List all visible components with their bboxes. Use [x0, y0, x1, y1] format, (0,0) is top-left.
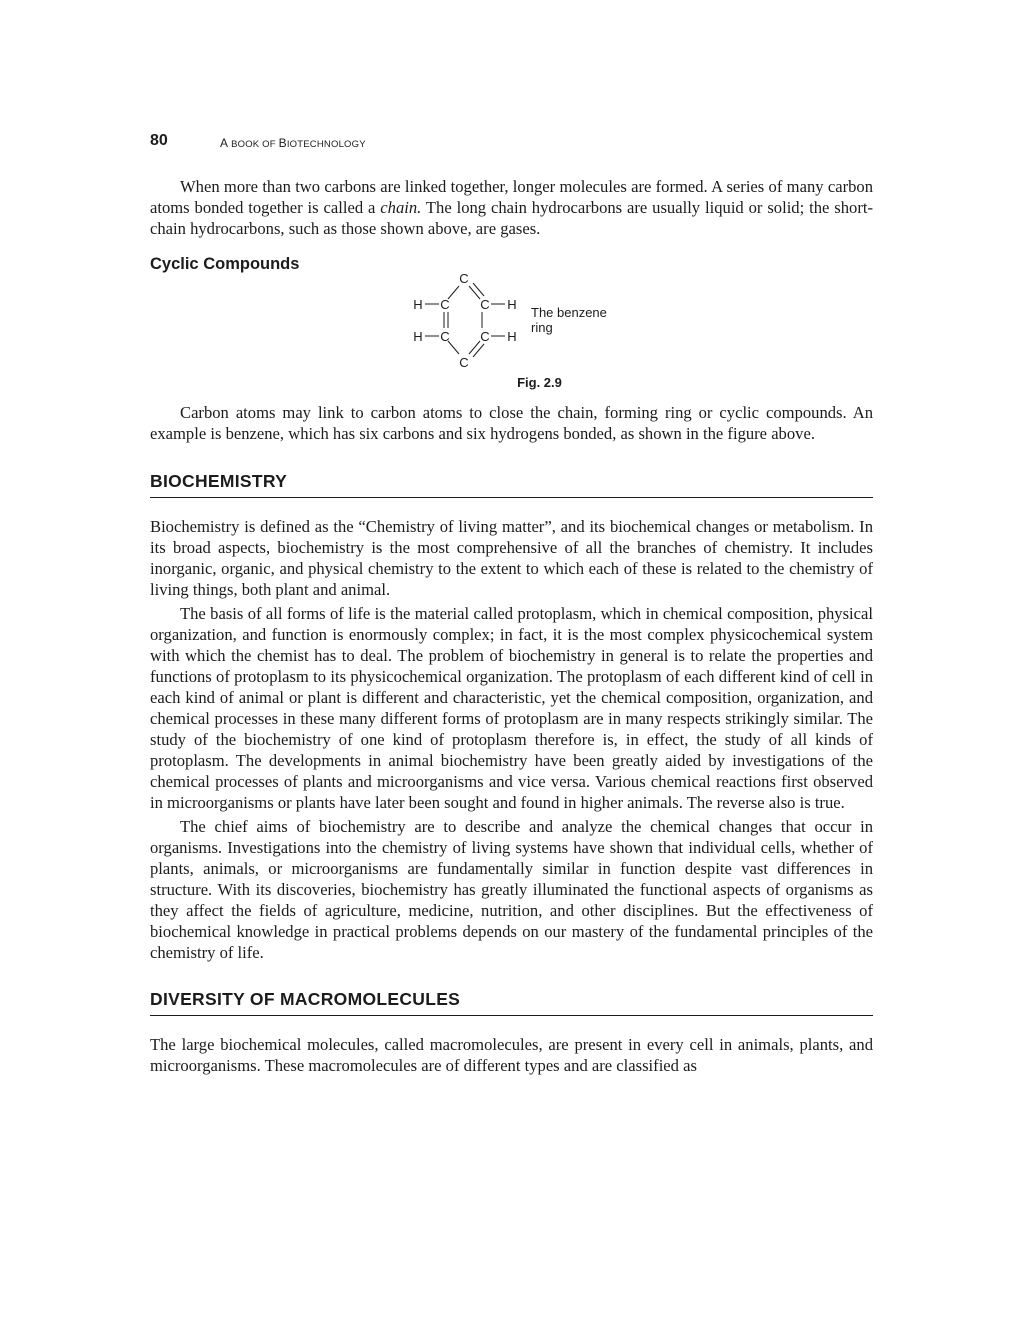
- intro-text: When more than two carbons are linked together, longer molecules are formed. A series of many carbon atoms bonded together is called a: [150, 177, 873, 217]
- book-title-part: B: [278, 136, 287, 150]
- benzene-figure: [150, 271, 873, 394]
- book-title-part: IOTECHNOLOGY: [286, 139, 366, 150]
- bond-line: [469, 341, 480, 354]
- hydrogen-atom: H: [413, 329, 423, 344]
- carbon-atom: C: [459, 271, 469, 286]
- biochemistry-paragraph: The chief aims of biochemistry are to describe and analyze the chemical changes that occur in organisms. Investigations into the chemistry of living systems have shown that individual cells, whether of plants, animals, or microorganisms are fundamentally similar in function despite vast differences in structure. With its discoveries, biochemistry has greatly illuminated the functional aspects of organisms as they affect the fields of agriculture, medicine, nutrition, and other disciplines. But the effectiveness of biochemical knowledge in practical problems depends on our mastery of the fundamental principles of the chemistry of life.: [150, 817, 873, 962]
- macromolecules-heading: DIVERSITY OF MACROMOLECULES: [150, 989, 873, 1016]
- intro-text-end: The long chain hydrocarbons are usually liquid or solid; the short-chain hydrocarbons, such as those shown above, are gases.: [150, 198, 873, 238]
- book-title: [220, 136, 366, 150]
- cyclic-compounds-heading: Cyclic Compounds: [150, 255, 300, 273]
- carbon-atom: C: [440, 329, 450, 344]
- benzene-ring-diagram: [408, 266, 648, 376]
- carbon-atom: C: [459, 355, 469, 370]
- figure-label: Fig. 2.9: [517, 375, 562, 390]
- biochemistry-paragraph: Biochemistry is defined as the “Chemistry of living matter”, and its biochemical changes or metabolism. In its broad aspects, biochemistry is the most comprehensive of all the branches of chemistry. It includes inorganic, organic, and physical chemistry to the extent to which each of these is related to the chemistry of living things, both plant and animal.: [150, 517, 873, 599]
- page-number: 80: [150, 132, 168, 149]
- macromolecules-paragraph: The large biochemical molecules, called macromolecules, are present in every cell in animals, plants, and microorganisms. These macromolecules are of different types and are classified as: [150, 1035, 873, 1075]
- figure-label-row: [150, 374, 873, 392]
- bond-line: [473, 283, 484, 296]
- carbon-atom: C: [480, 297, 490, 312]
- bond-line: [469, 286, 480, 299]
- chain-term: chain.: [380, 198, 422, 217]
- biochemistry-heading: BIOCHEMISTRY: [150, 471, 873, 498]
- cyclic-paragraph: Carbon atoms may link to carbon atoms to close the chain, forming ring or cyclic compounds. An example is benzene, which has six carbons and six hydrogens bonded, as shown in the figure above.: [150, 403, 873, 443]
- page: [150, 130, 873, 1076]
- figure-caption: The benzene: [531, 305, 607, 320]
- bond-line: [473, 344, 484, 357]
- carbon-atom: C: [480, 329, 490, 344]
- hydrogen-atom: H: [413, 297, 423, 312]
- book-title-part: OF: [262, 139, 279, 150]
- hydrogen-atom: H: [507, 329, 517, 344]
- bond-lines: [425, 283, 505, 357]
- figure-caption: ring: [531, 320, 553, 335]
- running-head: [150, 130, 873, 158]
- book-title-part: A: [220, 136, 232, 150]
- biochemistry-paragraph: The basis of all forms of life is the material called protoplasm, which in chemical composition, physical organization, and function is enormously complex; in fact, it is the most complex physicochemical system with which the chemist has to deal. The problem of biochemistry in general is to relate the properties and functions of protoplasm to its physicochemical organization. The protoplasm of each different kind of cell in each kind of animal or plant is different and characteristic, yet the chemical composition, organization, and chemical processes in these many different forms of protoplasm are in many respects strikingly similar. The study of the biochemistry of one kind of protoplasm therefore is, in effect, the study of all kinds of protoplasm. The developments in animal biochemistry have been greatly aided by investigations of the chemical processes of plants and microorganisms and vice versa. Various chemical reactions first observed in microorganisms or plants have later been sought and found in higher animals. The reverse also is true.: [150, 604, 873, 812]
- book-title-part: BOOK: [231, 139, 263, 150]
- carbon-atom: C: [440, 297, 450, 312]
- intro-paragraph: [150, 176, 873, 239]
- hydrogen-atom: H: [507, 297, 517, 312]
